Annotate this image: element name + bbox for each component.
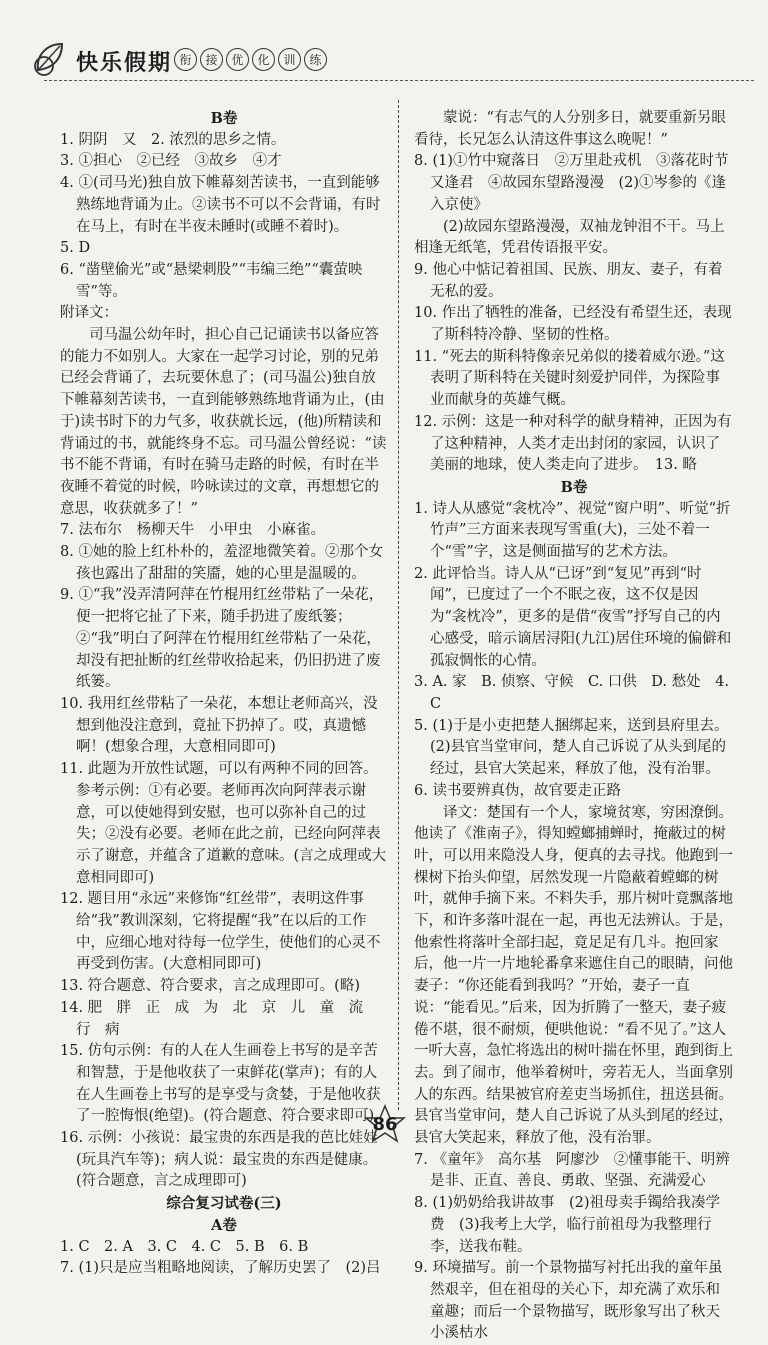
answer-item: 附译文： [60, 305, 118, 322]
page-number [362, 1104, 408, 1144]
brand-title: 快乐假期 [76, 50, 173, 76]
answer-item: 蒙说：“有志气的人分别多日，就要重新另眼看待，长兄怎么认清这件事这么晚呢！” [414, 110, 726, 148]
answer-item: 9. 他心中惦记着祖国、民族、朋友、妻子，有着无私的爱。 [414, 261, 723, 300]
answer-item: 8. (1)奶奶给我讲故事 (2)祖母卖手镯给我凑学费 (3)我考上大学，临行前祖母为我整理行李，送我布鞋。 [414, 1195, 721, 1255]
answer-item: 10. 作出了牺牲的准备，已经没有希望生还，表现了斯科特冷静、坚韧的性格。 [414, 305, 732, 344]
answer-item: 6. 读书要辨真伪，故官要走正路 [414, 782, 621, 799]
answer-item: 1. 诗人从感觉“衾枕冷”、视觉“窗户明”、听觉“折竹声”三方面来表现写雪重(大)，三处不着一个“雪”字，这是侧面描写的艺术方法。 [414, 500, 731, 561]
answer-item: 3. ①担心 ②已经 ③故乡 ④才 [60, 153, 282, 170]
answer-item: 7. 《童年》 高尔基 阿廖沙 ②懂事能干、明辨是非、正直、善良、勇敢、坚强、充满爱心 [414, 1151, 730, 1190]
answer-item: 13. 符合题意、符合要求，言之成理即可。(略) [60, 978, 360, 995]
leaf-logo-icon [32, 40, 72, 76]
answer-item: 9. ①“我”没弄清阿萍在竹棍用红丝带粘了一朵花，便一把将它扯了下来，随手扔进了废纸篓；②“我”明白了阿萍在竹棍用红丝带粘了一朵花，却没有把扯断的红丝带收拾起来，仍旧扔进了废纸篓。 [60, 587, 384, 691]
answer-item: 9. 环境描写。前一个景物描写衬托出我的童年虽然艰辛，但在祖母的关心下，却充满了欢乐和童趣；而后一个景物描写，既形象写出了秋天小溪枯水 [414, 1260, 723, 1342]
answer-item: 7. 法布尔 杨柳天牛 小甲虫 小麻雀。 [60, 522, 325, 539]
answer-item: 11. “死去的斯科特像亲兄弟似的搂着威尔逊。”这表明了斯科特在关键时刻爱护同伴，为探险事业而献身的英雄气概。 [414, 348, 725, 409]
page-header [24, 36, 744, 86]
section-heading: B卷 [560, 478, 588, 496]
column-divider [398, 100, 399, 1110]
answer-item: 5. (1)于是小吏把楚人捆绑起来，送到县府里去。(2)县官当堂审问，楚人自己诉说了从头到尾的经过，县官大笑起来，释放了他，没有治罪。 [414, 717, 729, 778]
section-heading: B卷 [210, 110, 238, 127]
answer-item: 2. 此评恰当。诗人从“已讶”到“复见”再到“时闻”，已度过了一个不眠之夜，这不仅是因为“衾枕冷”，更多的是借“夜雪”抒写自己的内心感受，暗示谪居浔阳(九江)居住环境的偏僻和孤寂惆怅的心情。 [414, 565, 732, 669]
answer-item: 译文：楚国有一个人，家境贫寒，穷困潦倒。他读了《淮南子》，得知螳螂捕蝉时，掩蔽过的树叶，可以用来隐没人身，便真的去寻找。他跑到一棵树下抬头仰望，居然发现一片隐蔽着螳螂的树叶，就伸手摘下来。不料失手，那片树叶竟飘落地下，和许多落叶混在一起，再也无法辨认。于是，他索性将落叶全部扫起，竟足足有几斗。抱回家后，他一片一片地轮番拿来遮住自己的眼睛，问他妻子：“你还能看到我吗？”开始，妻子一直说：“能看见。”后来，因为折腾了一整天，妻子疲倦不堪，很不耐烦，便哄他说：“看不见了。”这人一听大喜，急忙将选出的树叶揣在怀里，跑到街上去。到了闹市，他举着树叶，旁若无人，当面拿别人的东西。结果被官府差吏当场抓住，扭送县衙。县官当堂审问，楚人自己诉说了从头到尾的经过，县官大笑起来，释放了他，没有治罪。 [414, 804, 733, 1147]
header-tag: 练 [304, 48, 327, 71]
answer-item: 11. 此题为开放性试题，可以有两种不同的回答。参考示例：①有必要。老师再次向阿萍表示谢意，可以使她得到安慰，也可以弥补自己的过失；②没有必要。老师在此之前，已经向阿萍表示了谢意，并蕴含了道歉的意味。(言之成理或大意相同即可) [60, 761, 387, 886]
answer-item: 7. (1)只是应当粗略地阅读，了解历史罢了 (2)吕 [60, 1260, 381, 1277]
section-heading: 综合复习试卷(三) [166, 1195, 282, 1213]
answer-item: 3. A. 家 B. 侦察、守候 C. 口供 D. 愁处 4. C [414, 674, 729, 712]
answer-item: 1. 阴阴 又 2. 浓烈的思乡之情。 [60, 131, 286, 148]
header-divider [44, 80, 754, 81]
header-tag: 接 [200, 48, 223, 71]
section-heading: A卷 [211, 1216, 237, 1234]
answer-item: 14. 肥 胖 正 成 为 北 京 儿 童 流 行 病 [60, 999, 378, 1038]
answer-item: 12. 题目用“永远”来修饰“红丝带”，表明这件事给“我”教训深刻，它将提醒“我”在以后的工作中，应细心地对待每一位学生，使他们的心灵不再受到伤害。(大意相同即可) [60, 891, 381, 973]
answer-item: 5. D [60, 240, 91, 257]
answer-column-left [60, 108, 388, 1280]
answer-item: 12. 示例：这是一种对科学的献身精神，正因为有了这种精神，人类才走出封闭的家园，认识了美丽的地球，使人类走向了进步。 13. 略 [414, 413, 732, 474]
answer-item: 15. 仿句示例：有的人在人生画卷上书写的是辛苦和智慧，于是他收获了一束鲜花(掌声)；有的人在人生画卷上书写的是享受与贪婪，于是他收获了一腔悔恨(绝望)。(符合题意、符合要求即可) [60, 1043, 381, 1125]
answer-item: 8. ①她的脸上红朴朴的，羞涩地微笑着。②那个女孩也露出了甜甜的笑靥，她的心里是温暖的。 [60, 544, 383, 582]
header-tags [174, 48, 327, 71]
answer-item: 16. 示例：小孩说：最宝贵的东西是我的芭比娃娃(玩具汽车等)；病人说：最宝贵的东西是健康。(符合题意，言之成理即可) [60, 1130, 378, 1190]
header-tag: 化 [252, 48, 275, 71]
answer-item: 10. 我用红丝带粘了一朵花，本想让老师高兴，没想到他没注意到，竟扯下扔掉了。哎，真遗憾啊！(想象合理，大意相同即可) [60, 695, 378, 756]
answer-column-right [414, 108, 734, 1345]
answer-item: 司马温公幼年时，担心自己记诵读书以备应答的能力不如别人。大家在一起学习讨论，别的兄弟已经会背诵了，去玩要休息了；(司马温公)独自放下帷幕刻苦读书，一直到能够熟练地背诵为止，(由于)读书时下的力气多，收获就长远，(他)所精读和背诵过的书，就能终身不忘。司马温公曾经说：“读书不能不背诵，有时在骑马走路的时候，有时在半夜睡不着觉的时候，吟咏读过的文章，再想想它的意思，收获就多了！” [60, 327, 387, 517]
header-tag: 训 [278, 48, 301, 71]
answer-item: 8. (1)①竹中窥落日 ②万里赴戎机 ③落花时节又逢君 ④故园东望路漫漫 (2)①岑参的《逢入京使》 [414, 153, 729, 213]
page-number-text: 86 [372, 1113, 398, 1135]
header-tag: 优 [226, 48, 249, 71]
header-tag: 衔 [174, 48, 197, 71]
answer-item: (2)故园东望路漫漫，双袖龙钟泪不干。马上相逢无纸笔，凭君传语报平安。 [414, 218, 725, 257]
answer-item: 4. ①(司马光)独自放下帷幕刻苦读书，一直到能够熟练地背诵为止。②读书不可以不会背诵，有时在马上，有时在半夜未睡时(或睡不着时)。 [60, 175, 381, 235]
answer-item: 1. C 2. A 3. C 4. C 5. B 6. B [60, 1238, 309, 1255]
answer-item: 6. “凿壁偷光”或“悬梁刺股”“韦编三绝”“囊萤映雪”等。 [60, 261, 363, 300]
